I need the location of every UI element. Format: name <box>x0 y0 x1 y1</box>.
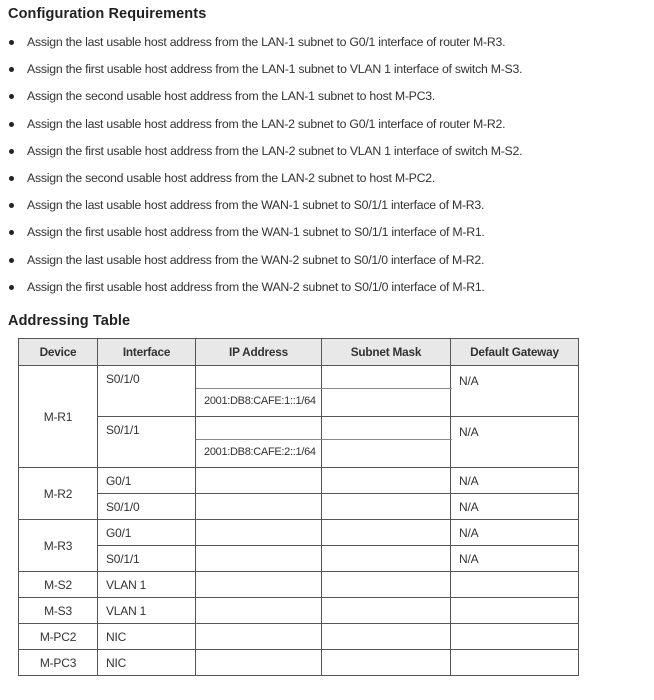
addressing-table-heading: Addressing Table <box>8 313 131 329</box>
gateway-cell <box>451 572 579 598</box>
subnet-mask-cell <box>322 598 451 624</box>
header-subnet-mask: Subnet Mask <box>322 339 451 366</box>
ip-address-cell: 2001:DB8:CAFE:1::1/64 <box>196 366 322 417</box>
bullet-icon <box>9 122 14 127</box>
device-cell: M-R3 <box>19 520 98 572</box>
bullet-icon <box>9 176 14 181</box>
ip-address-cell <box>196 650 322 676</box>
subnet-mask-cell <box>322 650 451 676</box>
bullet-icon <box>9 149 14 154</box>
device-cell: M-R2 <box>19 468 98 520</box>
table-row <box>19 650 579 676</box>
list-item: Assign the first usable host address from the LAN-2 subnet to VLAN 1 interface of switch M-S2. <box>0 141 640 168</box>
interface-cell: S0/1/1 <box>98 546 196 572</box>
gateway-cell: N/A <box>451 417 579 468</box>
gateway-cell: N/A <box>451 366 579 417</box>
table-row <box>19 572 579 598</box>
interface-cell: NIC <box>98 624 196 650</box>
ip-address-cell <box>196 546 322 572</box>
device-cell: M-PC3 <box>19 650 98 676</box>
device-cell: M-R1 <box>19 366 98 468</box>
ip-address-cell <box>196 494 322 520</box>
gateway-cell: N/A <box>451 520 579 546</box>
addressing-table <box>18 338 579 676</box>
list-item: Assign the last usable host address from the LAN-2 subnet to G0/1 interface of router M-R2. <box>0 114 640 141</box>
gateway-cell <box>451 624 579 650</box>
subnet-mask-cell <box>322 417 451 468</box>
header-default-gateway: Default Gateway <box>451 339 579 366</box>
bullet-icon <box>9 94 14 99</box>
subnet-mask-cell <box>322 624 451 650</box>
table-row <box>19 366 579 417</box>
list-item: Assign the first usable host address from the WAN-2 subnet to S0/1/0 interface of M-R1. <box>0 277 640 304</box>
bullet-icon <box>9 285 14 290</box>
interface-cell: G0/1 <box>98 468 196 494</box>
gateway-cell: N/A <box>451 468 579 494</box>
bullet-icon <box>9 40 14 45</box>
subnet-mask-cell <box>322 468 451 494</box>
ip-address-cell <box>196 572 322 598</box>
interface-cell: G0/1 <box>98 520 196 546</box>
ip-address-cell: 2001:DB8:CAFE:2::1/64 <box>196 417 322 468</box>
ip-address-cell <box>196 624 322 650</box>
device-cell: M-S3 <box>19 598 98 624</box>
device-cell: M-S2 <box>19 572 98 598</box>
interface-cell: VLAN 1 <box>98 598 196 624</box>
table-row <box>19 598 579 624</box>
list-item: Assign the last usable host address from the WAN-1 subnet to S0/1/1 interface of M-R3. <box>0 195 640 222</box>
header-device: Device <box>19 339 98 366</box>
ip-address-cell <box>196 520 322 546</box>
interface-cell: S0/1/0 <box>98 366 196 417</box>
ip-address-cell <box>196 598 322 624</box>
table-row <box>19 520 579 546</box>
gateway-cell <box>451 650 579 676</box>
list-item: Assign the last usable host address from the LAN-1 subnet to G0/1 interface of router M-R3. <box>0 32 640 59</box>
subnet-mask-cell <box>322 572 451 598</box>
subnet-mask-cell <box>322 546 451 572</box>
gateway-cell: N/A <box>451 546 579 572</box>
interface-cell: NIC <box>98 650 196 676</box>
list-item: Assign the first usable host address from the WAN-1 subnet to S0/1/1 interface of M-R1. <box>0 222 640 249</box>
subnet-mask-cell <box>322 366 451 417</box>
bullet-icon <box>9 258 14 263</box>
bullet-icon <box>9 67 14 72</box>
subnet-mask-cell <box>322 520 451 546</box>
subnet-mask-cell <box>322 494 451 520</box>
device-cell: M-PC2 <box>19 624 98 650</box>
interface-cell: VLAN 1 <box>98 572 196 598</box>
table-row <box>19 546 579 572</box>
list-item: Assign the second usable host address from the LAN-1 subnet to host M-PC3. <box>0 86 640 113</box>
table-row <box>19 624 579 650</box>
gateway-cell: N/A <box>451 494 579 520</box>
ip-address-cell <box>196 468 322 494</box>
table-row <box>19 417 579 468</box>
list-item: Assign the first usable host address from the LAN-1 subnet to VLAN 1 interface of switch M-S3. <box>0 59 640 86</box>
requirements-list <box>0 32 640 304</box>
configuration-requirements-heading: Configuration Requirements <box>8 6 207 22</box>
bullet-icon <box>9 203 14 208</box>
table-row <box>19 468 579 494</box>
gateway-cell <box>451 598 579 624</box>
list-item: Assign the second usable host address from the LAN-2 subnet to host M-PC2. <box>0 168 640 195</box>
interface-cell: S0/1/1 <box>98 417 196 468</box>
header-ip-address: IP Address <box>196 339 322 366</box>
list-item: Assign the last usable host address from the WAN-2 subnet to S0/1/0 interface of M-R2. <box>0 250 640 277</box>
interface-cell: S0/1/0 <box>98 494 196 520</box>
table-row <box>19 494 579 520</box>
header-interface: Interface <box>98 339 196 366</box>
bullet-icon <box>9 230 14 235</box>
